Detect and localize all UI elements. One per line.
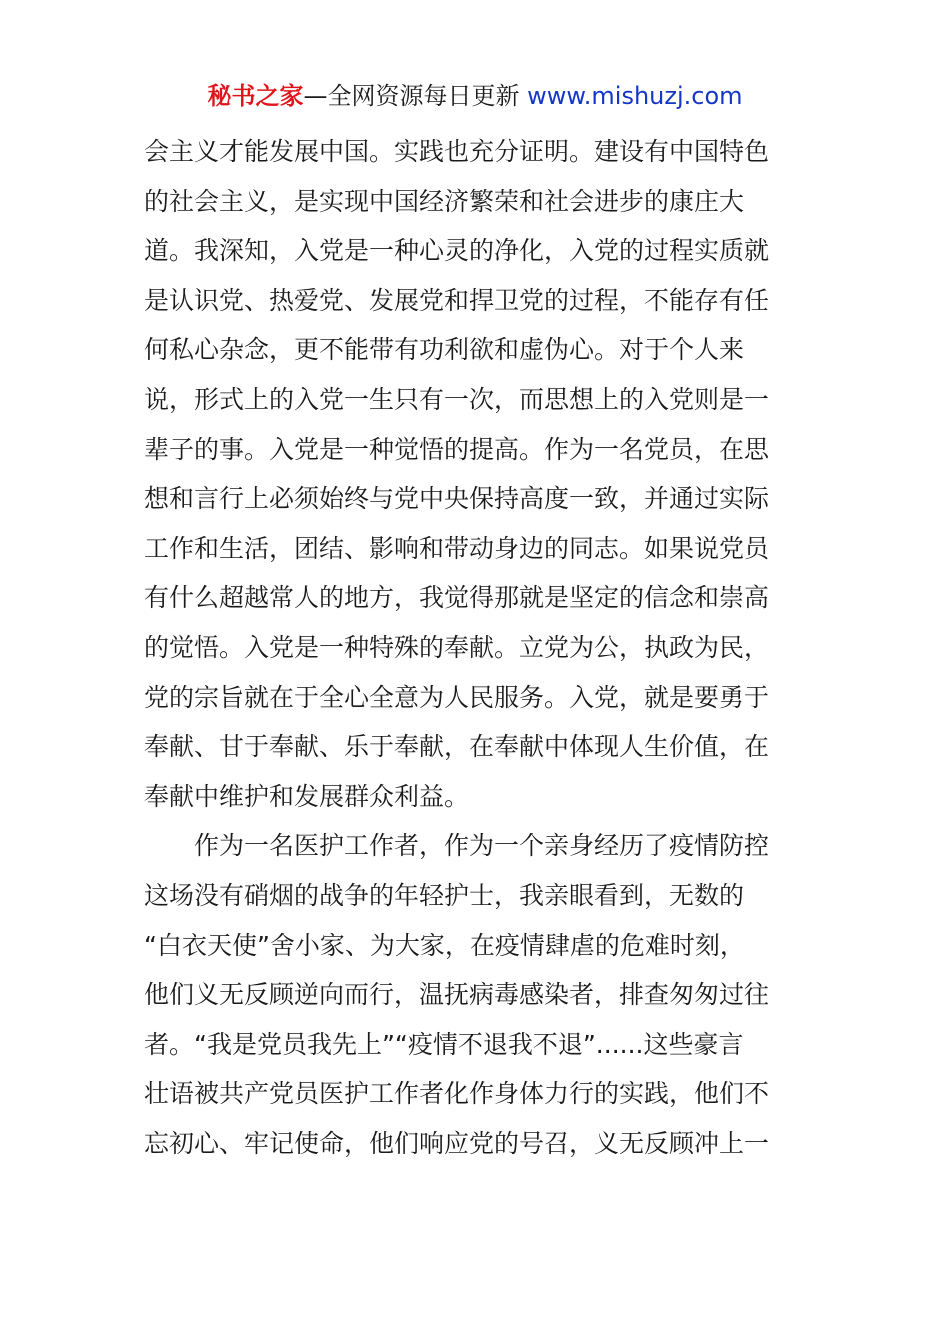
text-line: 道。我深知，入党是一种心灵的净化，入党的过程实质就 xyxy=(144,236,770,266)
text-line: 辈子的事。入党是一种觉悟的提高。作为一名党员，在思 xyxy=(144,434,770,464)
text-line: 这场没有硝烟的战争的年轻护士，我亲眼看到，无数的 xyxy=(144,880,745,910)
site-tagline: —全网资源每日更新 xyxy=(303,82,520,110)
text-line: 会主义才能发展中国。实践也充分证明。建设有中国特色 xyxy=(144,137,770,166)
text-line: 者。“我是党员我先上”“疫情不退我不退”......这些豪言 xyxy=(144,1029,744,1059)
site-url-link[interactable]: www.mishuzj.com xyxy=(527,82,743,110)
text-line: 是认识党、热爱党、发展党和捍卫党的过程，不能存有任 xyxy=(144,285,770,315)
text-line: 说，形式上的入党一生只有一次，而思想上的入党则是一 xyxy=(144,384,770,414)
paragraph-1 xyxy=(144,127,824,821)
text-line: “白衣天使”舍小家、为大家，在疫情肆虐的危难时刻， xyxy=(144,930,745,960)
text-line: 奉献中维护和发展群众利益。 xyxy=(144,781,470,811)
text-line: 有什么超越常人的地方，我觉得那就是坚定的信念和崇高 xyxy=(144,583,770,613)
text-line: 奉献、甘于奉献、乐于奉献，在奉献中体现人生价值，在 xyxy=(144,732,770,762)
text-line: 工作和生活，团结、影响和带动身边的同志。如果说党员 xyxy=(144,533,770,563)
text-line: 作为一名医护工作者，作为一个亲身经历了疫情防控 xyxy=(194,831,770,861)
text-line: 何私心杂念，更不能带有功利欲和虚伪心。对于个人来 xyxy=(144,335,745,365)
site-header xyxy=(0,80,950,112)
text-line: 党的宗旨就在于全心全意为人民服务。入党，就是要勇于 xyxy=(144,682,770,712)
text-line: 的社会主义，是实现中国经济繁荣和社会进步的康庄大 xyxy=(144,186,745,216)
brand-name: 秘书之家 xyxy=(207,82,304,110)
text-line: 壮语被共产党员医护工作者化作身体力行的实践，他们不 xyxy=(144,1079,770,1109)
document-body xyxy=(144,127,824,1168)
text-line: 忘初心、牢记使命，他们响应党的号召，义无反顾冲上一 xyxy=(144,1128,770,1158)
text-line: 想和言行上必须始终与党中央保持高度一致，并通过实际 xyxy=(144,484,770,514)
text-line: 的觉悟。入党是一种特殊的奉献。立党为公，执政为民， xyxy=(144,632,770,662)
paragraph-2 xyxy=(144,821,824,1168)
text-line: 他们义无反顾逆向而行，温抚病毒感染者，排查匆匆过往 xyxy=(144,980,770,1010)
